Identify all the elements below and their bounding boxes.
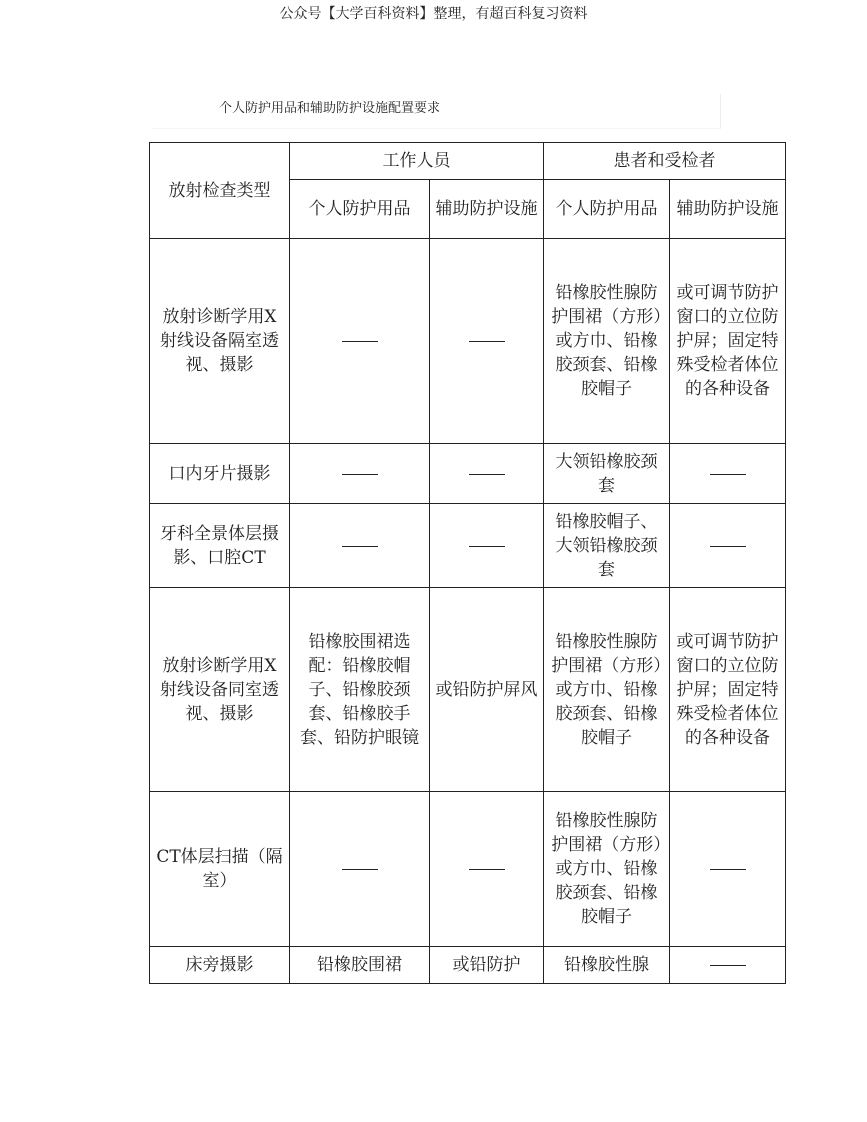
col-header-staff-aux: 辅助防护设施 [430,180,544,239]
table-row [150,444,786,504]
cell-exam-type: 放射诊断学用X射线设备同室透视、摄影 [150,588,290,792]
empty-dash [710,546,746,547]
empty-dash [469,474,505,475]
col-group-patient: 患者和受检者 [544,143,786,180]
table-row [150,588,786,792]
empty-dash [710,965,746,966]
cell-staff-aux [430,792,544,947]
cell-exam-type: CT体层扫描（隔室） [150,792,290,947]
cell-patient-aux [670,947,786,984]
empty-dash [469,869,505,870]
empty-dash [710,869,746,870]
cell-staff-aux: 或铅防护 [430,947,544,984]
empty-dash [342,474,378,475]
cell-staff-ppe [290,239,430,444]
col-group-staff: 工作人员 [290,143,544,180]
cell-patient-aux [670,504,786,588]
cell-patient-aux [670,792,786,947]
cell-staff-aux: 或铅防护屏风 [430,588,544,792]
page-header: 公众号【大学百科资料】整理，有超百科复习资料 [279,6,588,22]
cell-patient-ppe: 铅橡胶性腺 [544,947,670,984]
table-row [150,792,786,947]
cell-patient-ppe: 铅橡胶性腺防护围裙（方形）或方巾、铅橡胶颈套、铅橡胶帽子 [544,239,670,444]
cell-patient-aux: 或可调节防护窗口的立位防护屏；固定特殊受检者体位的各种设备 [670,239,786,444]
cell-patient-ppe: 大领铅橡胶颈套 [544,444,670,504]
cell-exam-type: 放射诊断学用X射线设备隔室透视、摄影 [150,239,290,444]
empty-dash [342,546,378,547]
empty-dash [469,341,505,342]
cell-exam-type: 口内牙片摄影 [150,444,290,504]
col-header-patient-ppe: 个人防护用品 [544,180,670,239]
table-row [150,947,786,984]
cell-staff-ppe [290,444,430,504]
cell-patient-aux [670,444,786,504]
cell-patient-ppe: 铅橡胶性腺防护围裙（方形）或方巾、铅橡胶颈套、铅橡胶帽子 [544,792,670,947]
cell-staff-ppe: 铅橡胶围裙选配：铅橡胶帽子、铅橡胶颈套、铅橡胶手套、铅防护眼镜 [290,588,430,792]
cell-staff-aux [430,504,544,588]
col-header-patient-aux: 辅助防护设施 [670,180,786,239]
col-header-type: 放射检查类型 [150,143,290,239]
cell-staff-aux [430,239,544,444]
cell-exam-type: 牙科全景体层摄影、口腔CT [150,504,290,588]
protection-config-table [149,142,786,984]
cell-patient-aux: 或可调节防护窗口的立位防护屏；固定特殊受检者体位的各种设备 [670,588,786,792]
cell-patient-ppe: 铅橡胶帽子、大领铅橡胶颈套 [544,504,670,588]
empty-dash [342,869,378,870]
table-row [150,504,786,588]
cell-staff-ppe [290,504,430,588]
cell-exam-type: 床旁摄影 [150,947,290,984]
empty-dash [342,341,378,342]
empty-dash [469,546,505,547]
empty-dash [710,474,746,475]
table-caption: 个人防护用品和辅助防护设施配置要求 [219,101,441,116]
cell-staff-ppe [290,792,430,947]
cell-staff-ppe: 铅橡胶围裙 [290,947,430,984]
table-row [150,239,786,444]
col-header-staff-ppe: 个人防护用品 [290,180,430,239]
table-header-row [150,143,786,180]
cell-staff-aux [430,444,544,504]
cell-patient-ppe: 铅橡胶性腺防护围裙（方形）或方巾、铅橡胶颈套、铅橡胶帽子 [544,588,670,792]
